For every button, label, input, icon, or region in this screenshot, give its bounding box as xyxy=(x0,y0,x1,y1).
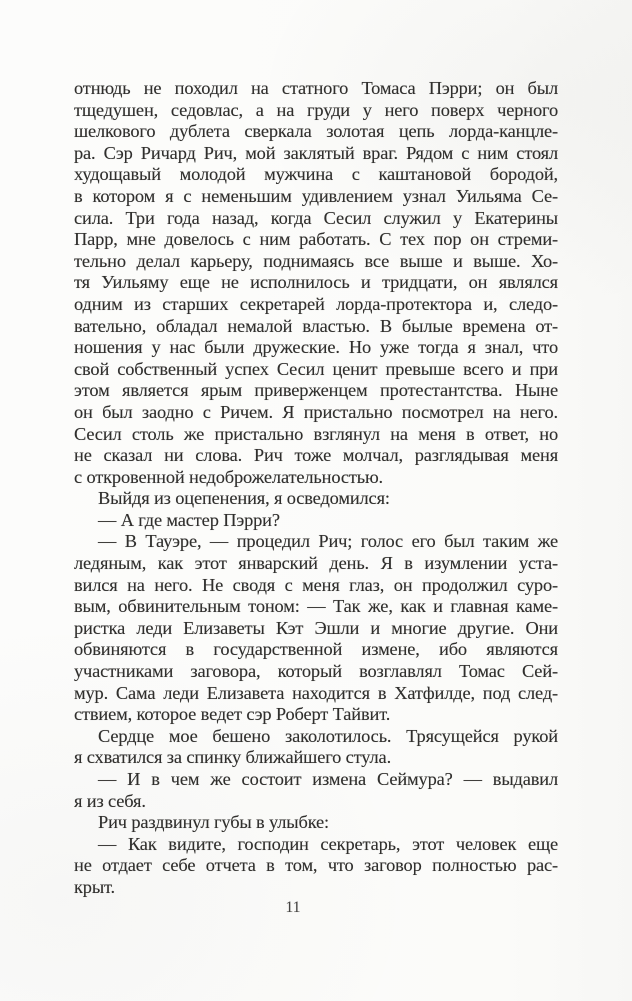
text-line: вился на него. Не сводя с меня глаз, он продолжил суро- xyxy=(74,574,558,595)
text-line: вательно, обладал немалой властью. В былые времена от- xyxy=(74,315,558,336)
text-line: в котором я с неменьшим удивлением узнал Уильяма Се- xyxy=(74,185,558,206)
text-line: тщедушен, седовлас, а на груди у него поверх черного xyxy=(74,99,558,120)
text-line: мур. Сама леди Елизавета находится в Хатфилде, под след- xyxy=(74,682,558,703)
text-line: Сесил столь же пристально взглянул на меня в ответ, но xyxy=(74,423,558,444)
text-line: обвиняются в государственной измене, ибо являются xyxy=(74,639,558,660)
text-line: — Как видите, господин секретарь, этот человек еще xyxy=(98,833,558,854)
paragraph xyxy=(74,510,558,532)
text-line: свой собственный успех Сесил ценит превыше всего и при xyxy=(74,358,558,379)
text-line: ствием, которое ведет сэр Роберт Тайвит. xyxy=(74,704,391,725)
text-line: — И в чем же состоит измена Сеймура? — выдавил xyxy=(98,769,558,789)
text-line: отнюдь не походил на статного Томаса Пэрри; он был xyxy=(74,78,558,98)
paragraph xyxy=(74,488,558,510)
text-line: худощавый молодой мужчина с каштановой бородой, xyxy=(74,164,558,185)
text-line: ра. Сэр Ричард Рич, мой заклятый враг. Рядом с ним стоял xyxy=(74,142,558,163)
text-line: Рич раздвинул губы в улыбке: xyxy=(98,812,330,833)
text-line: ношения у нас были дружеские. Но уже тогда я знал, что xyxy=(74,337,558,358)
paragraph xyxy=(74,834,558,899)
text-line: тельно делал карьеру, поднимаясь все выше и выше. Хо- xyxy=(74,250,558,271)
text-line: Сердце мое бешено заколотилось. Трясущейся рукой xyxy=(98,725,558,746)
text-line: Парр, мне довелось с ним работать. С тех пор он стреми- xyxy=(74,229,558,250)
paragraph xyxy=(74,78,558,488)
page-number: 11 xyxy=(285,899,301,916)
text-line: ристка леди Елизаветы Кэт Эшли и многие другие. Они xyxy=(74,617,558,638)
text-line: с откровенной недоброжелательностью. xyxy=(74,466,384,487)
text-line: сила. Три года назад, когда Сесил служил у Екатерины xyxy=(74,207,558,228)
text-line: тя Уильяму еще не исполнилось и тридцати, он являлся xyxy=(74,272,558,293)
paragraph xyxy=(74,726,558,769)
text-line: крыт. xyxy=(74,876,115,897)
text-line: вым, обвинительным тоном: — Так же, как и главная каме- xyxy=(74,596,558,617)
text-line: — А где мастер Пэрри? xyxy=(98,509,280,530)
text-line: я схватился за спинку ближайшего стула. xyxy=(74,747,392,768)
text-line: этом является ярым приверженцем протестантства. Ныне xyxy=(74,380,558,401)
text-line: шелкового дублета сверкала золотая цепь лорда-канцле- xyxy=(74,121,558,142)
text-line: ледяным, как этот январский день. Я в изумлении уста- xyxy=(74,553,558,574)
text-line: он был заодно с Ричем. Я пристально посмотрел на него. xyxy=(74,401,558,422)
text-line: не отдает себе отчета в том, что заговор полностью рас- xyxy=(74,855,558,876)
paragraph xyxy=(74,769,558,812)
text-line: одним из старших секретарей лорда-протектора и, следо- xyxy=(74,293,558,314)
page-text xyxy=(74,78,558,899)
text-line: Выйдя из оцепенения, я осведомился: xyxy=(98,488,390,509)
text-line: участниками заговора, который возглавлял Томас Сей- xyxy=(74,661,558,682)
text-line: — В Тауэре, — процедил Рич; голос его был таким же xyxy=(98,531,558,552)
paragraph xyxy=(74,531,558,725)
paragraph xyxy=(74,812,558,834)
text-line: я из себя. xyxy=(74,790,146,811)
text-line: не сказал ни слова. Рич тоже молчал, разглядывая меня xyxy=(74,445,558,466)
